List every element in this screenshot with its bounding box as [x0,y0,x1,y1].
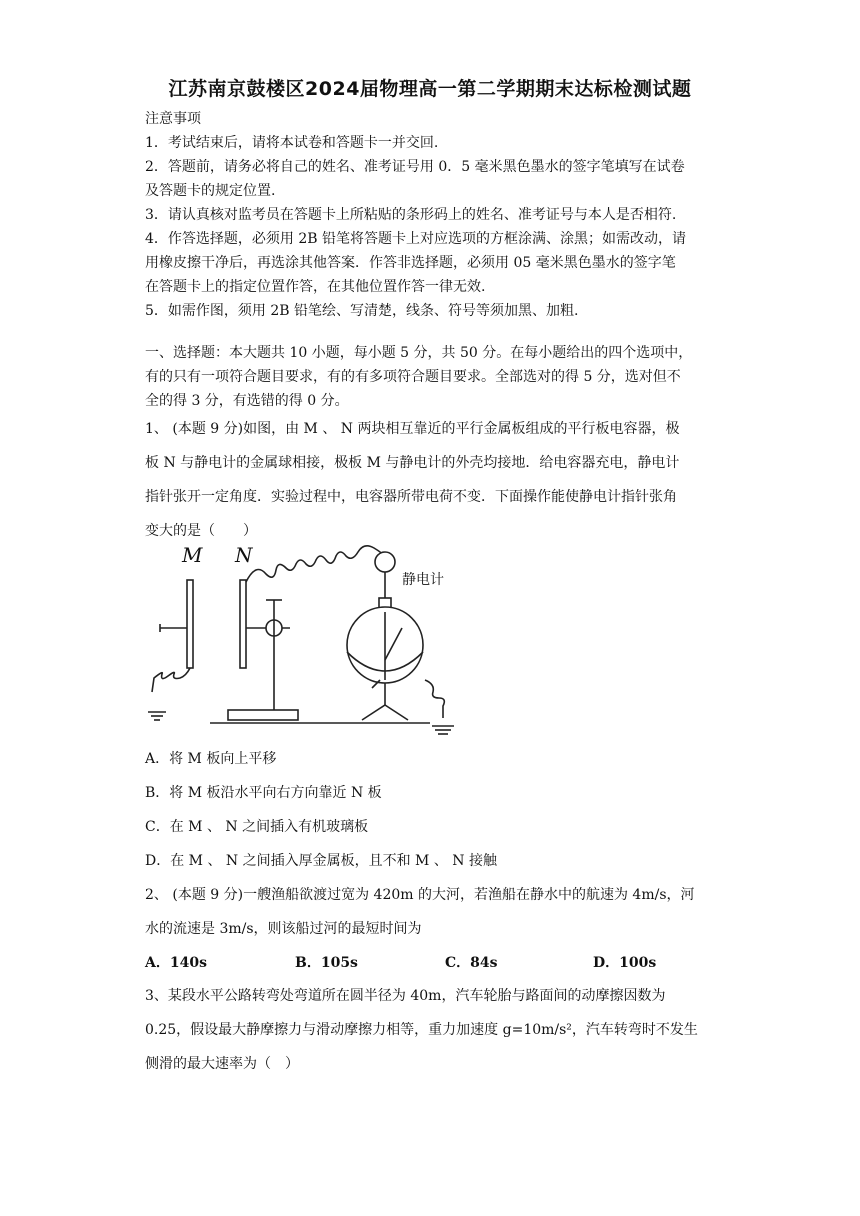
question-1-line: 1、 (本题 9 分)如图，由 M 、 N 两块相互靠近的平行金属板组成的平行板电容器，极 [145,421,680,437]
capacitor-electrometer-figure [140,540,470,740]
question-2-line: 2、 (本题 9 分)一艘渔船欲渡过宽为 420m 的大河，若渔船在静水中的航速为 4m/s，河 [145,887,695,903]
question-2-line: 水的流速是 3m/s，则该船过河的最短时间为 [145,921,422,937]
question-3-line: 3、某段水平公路转弯处弯道所在圆半径为 40m，汽车轮胎与路面间的动摩擦因数为 [145,988,666,1004]
page-title: 江苏南京鼓楼区2024届物理高一第二学期期末达标检测试题 [168,78,692,100]
notice-item: 1．考试结束后，请将本试卷和答题卡一并交回. [145,135,439,151]
label-n: N [235,543,253,567]
plate-n [240,580,246,668]
question-2-option-d: D．100s [593,955,657,971]
notice-item: 2．答题前，请务必将自己的姓名、准考证号用 0．5 毫米黑色墨水的签字笔填写在试卷 [145,159,685,175]
notice-item: 3．请认真核对监考员在答题卡上所粘贴的条形码上的姓名、准考证号与本人是否相符. [145,207,677,223]
notice-heading: 注意事项 [145,111,201,127]
question-2-option-b: B．105s [295,955,358,971]
meter-ball [375,552,395,572]
notice-item: 用橡皮擦干净后，再选涂其他答案．作答非选择题，必须用 05 毫米黑色墨水的签字笔 [145,255,676,271]
question-3-line: 侧滑的最大速率为（ ） [145,1056,299,1072]
plate-m [187,580,193,668]
notice-item: 在答题卡上的指定位置作答，在其他位置作答一律无效. [145,279,486,295]
question-2-option-a: A．140s [145,955,207,971]
question-2-option-c: C．84s [445,955,498,971]
label-m: M [182,543,203,567]
notice-item: 5．如需作图，须用 2B 铅笔绘、写清楚，线条、符号等须加黑、加粗. [145,303,579,319]
capacitor-electrometer-diagram [140,540,470,740]
label-electrometer: 静电计 [402,572,444,588]
section-intro-line: 一、选择题：本大题共 10 小题，每小题 5 分，共 50 分。在每小题给出的四个选项中， [145,345,693,361]
section-intro-line: 有的只有一项符合题目要求，有的有多项符合题目要求。全部选对的得 5 分，选对但不 [145,369,681,385]
notice-item: 4．作答选择题，必须用 2B 铅笔将答题卡上对应选项的方框涂满、涂黑；如需改动，请 [145,231,687,247]
question-1-option-d: D．在 M 、 N 之间插入厚金属板，且不和 M 、 N 接触 [145,853,497,869]
question-1-line: 变大的是（ ） [145,523,257,539]
question-1-option-b: B．将 M 板沿水平向右方向靠近 N 板 [145,785,382,801]
section-intro-line: 全的得 3 分，有选错的得 0 分。 [145,393,349,409]
question-3-line: 0.25，假设最大静摩擦力与滑动摩擦力相等，重力加速度 g=10m/s²，汽车转弯时不发生 [145,1022,698,1038]
question-1-option-c: C．在 M 、 N 之间插入有机玻璃板 [145,819,369,835]
question-1-line: 板 N 与静电计的金属球相接，极板 M 与静电计的外壳均接地．给电容器充电，静电计 [145,455,680,471]
question-1-option-a: A．将 M 板向上平移 [145,751,277,767]
notice-item: 及答题卡的规定位置. [145,183,276,199]
question-1-line: 指针张开一定角度．实验过程中，电容器所带电荷不变．下面操作能使静电计指针张角 [145,489,677,505]
